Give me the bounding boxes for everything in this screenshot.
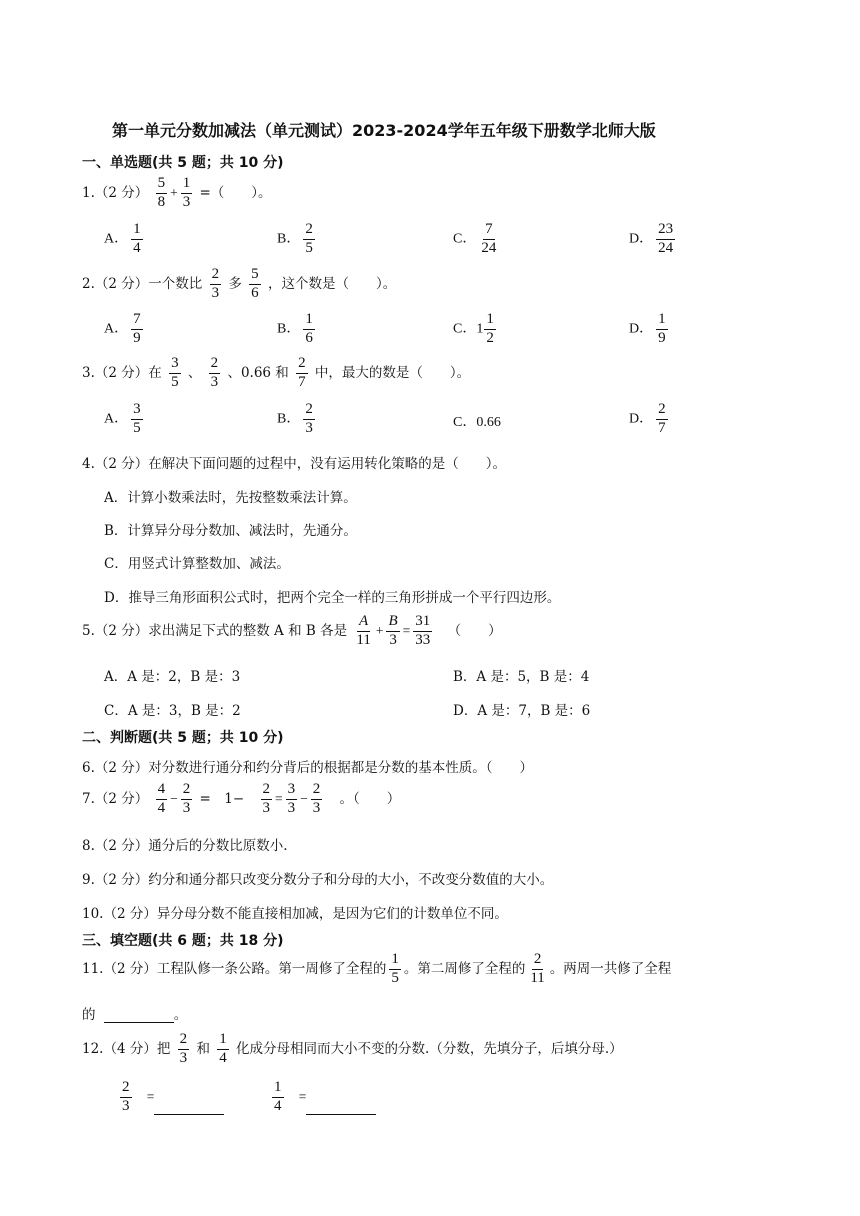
q5-option-d[interactable]: D．A 是：7，B 是：6 bbox=[453, 703, 591, 719]
section-heading-true-false: 二、判断题(共 5 题；共 10 分) bbox=[82, 730, 284, 746]
fraction: $\frac{5}{6}$ bbox=[251, 266, 259, 301]
question-12-answer-1: $\frac{2}{3}$ = bbox=[117, 1080, 224, 1115]
question-1-prefix: 1.（2 分） bbox=[82, 184, 149, 201]
q4-option-a[interactable]: A．计算小数乘法时，先按整数乘法计算。 bbox=[104, 490, 357, 506]
question-1-suffix: =（ ）。 bbox=[199, 184, 272, 201]
q2-option-d[interactable]: D． $\frac{1}{9}$ bbox=[629, 311, 666, 346]
question-12: 12.（4 分）把 $\frac{2}{3}$ 和 $\frac{1}{4}$ 化成分母相同而大小不变的分数.（分数，先填分子，后填分母.） bbox=[82, 1031, 623, 1066]
q2-option-c[interactable]: C．1 $\frac{1}{2}$ bbox=[453, 311, 494, 346]
question-11: 11.（2 分）工程队修一条公路。第一周修了全程的 $\frac{1}{5}$ 。第二周修了全程的 $\frac{2}{11}$ 。两周一共修了全程 bbox=[82, 951, 672, 986]
q1-option-b[interactable]: B． $\frac{2}{5}$ bbox=[277, 221, 313, 256]
section-heading-single-choice: 一、单选题(共 5 题；共 10 分) bbox=[82, 155, 284, 171]
q5-option-a[interactable]: A．A 是：2，B 是：3 bbox=[104, 669, 241, 685]
question-11-line2: 的 。 bbox=[82, 1007, 188, 1023]
answer-blank[interactable] bbox=[306, 1114, 376, 1115]
q2-option-a[interactable]: A． $\frac{7}{9}$ bbox=[104, 311, 141, 346]
q4-option-b[interactable]: B．计算异分母分数加、减法时，先通分。 bbox=[104, 523, 357, 539]
answer-blank[interactable] bbox=[104, 1022, 174, 1023]
question-3: 3.（2 分）在 $\frac{3}{5}$ 、 $\frac{2}{3}$ 、0.66 和 $\frac{2}{7}$ 中，最大的数是（ ）。 bbox=[82, 355, 471, 390]
question-8: 8.（2 分）通分后的分数比原数小. bbox=[82, 838, 288, 854]
q5-option-b[interactable]: B．A 是：5，B 是：4 bbox=[453, 669, 590, 685]
fraction: $\frac{1}{3}$ bbox=[182, 175, 191, 210]
question-2: 2.（2 分）一个数比 $\frac{2}{3}$ 多 $\frac{5}{6}$ ，这个数是（ ）。 bbox=[82, 266, 397, 301]
fraction: $\frac{2}{3}$ bbox=[211, 266, 220, 301]
question-10: 10.（2 分）异分母分数不能直接相加减，是因为它们的计数单位不同。 bbox=[82, 906, 508, 922]
page-title: 第一单元分数加减法（单元测试）2023-2024学年五年级下册数学北师大版 bbox=[112, 121, 656, 140]
q3-option-b[interactable]: B． $\frac{2}{3}$ bbox=[277, 401, 313, 436]
q4-option-c[interactable]: C．用竖式计算整数加、减法。 bbox=[104, 556, 290, 572]
answer-blank[interactable] bbox=[154, 1114, 224, 1115]
q4-option-d[interactable]: D．推导三角形面积公式时，把两个完全一样的三角形拼成一个平行四边形。 bbox=[104, 590, 561, 606]
q1-option-a[interactable]: A． $\frac{1}{4}$ bbox=[104, 221, 141, 256]
question-12-answer-2: $\frac{1}{4}$ = bbox=[269, 1080, 376, 1115]
q1-option-c[interactable]: C． $\frac{7}{24}$ bbox=[453, 221, 497, 256]
q3-option-c[interactable]: C．0.66 bbox=[453, 415, 501, 430]
question-6: 6.（2 分）对分数进行通分和约分背后的根据都是分数的基本性质。（ ） bbox=[82, 760, 534, 776]
section-heading-fill-in: 三、填空题(共 6 题；共 18 分) bbox=[82, 933, 284, 949]
question-9: 9.（2 分）约分和通分都只改变分数分子和分母的大小，不改变分数值的大小。 bbox=[82, 872, 554, 888]
question-4: 4.（2 分）在解决下面问题的过程中，没有运用转化策略的是（ ）。 bbox=[82, 456, 507, 472]
question-7: 7.（2 分） $\frac{4}{4}$ − $\frac{2}{3}$ = 1− $\frac{2}{3}$ = $\frac{3}{3}$ − $\frac{2}{3}$ 。（ ） bbox=[82, 781, 401, 816]
q5-option-c[interactable]: C．A 是：3，B 是：2 bbox=[104, 703, 241, 719]
q1-option-d[interactable]: D． $\frac{23}{24}$ bbox=[629, 221, 674, 256]
question-1: 1.（2 分） $\frac{5}{8}$ + $\frac{1}{3}$ =（ ）。 bbox=[82, 175, 272, 210]
q3-option-a[interactable]: A． $\frac{3}{5}$ bbox=[104, 401, 141, 436]
q3-option-d[interactable]: D． $\frac{2}{7}$ bbox=[629, 401, 666, 436]
question-5: 5.（2 分）求出满足下式的整数 A 和 B 各是 $\frac{A}{11}$ + $\frac{B}{3}$ = $\frac{31}{33}$ （ ） bbox=[82, 613, 502, 648]
fraction: $\frac{5}{8}$ bbox=[157, 175, 166, 210]
q2-option-b[interactable]: B． $\frac{1}{6}$ bbox=[277, 311, 313, 346]
